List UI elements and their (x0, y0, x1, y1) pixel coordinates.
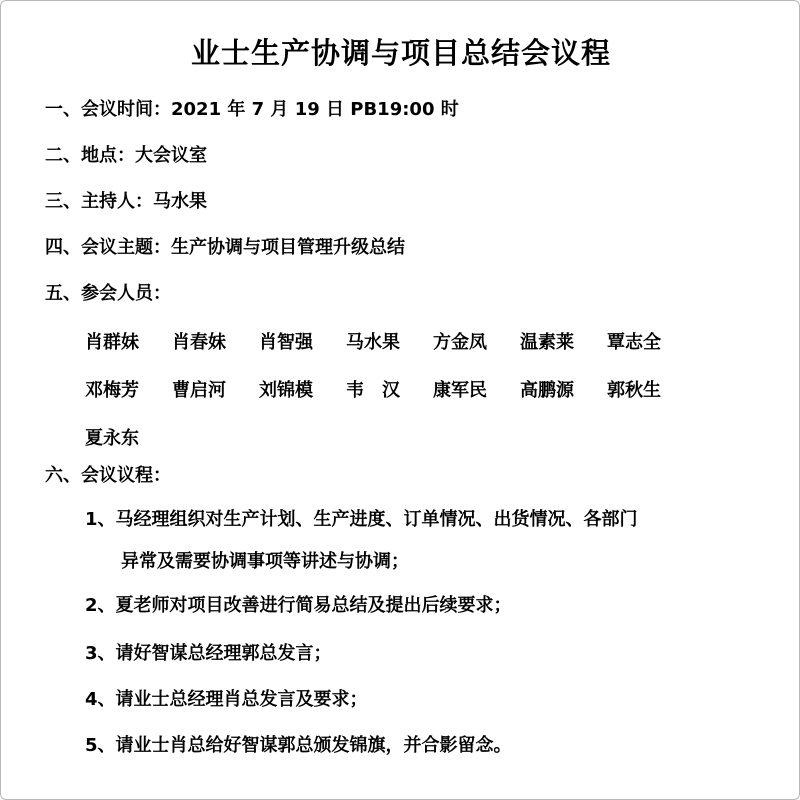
participants-row (85, 367, 725, 415)
meeting-time: 一、会议时间：2021 年 7 月 19 日 PB19:00 时 (45, 99, 459, 120)
agenda-item-1-continuation: 异常及需要协调事项等讲述与协调； (121, 551, 409, 572)
participant-name: 夏永东 (85, 428, 139, 449)
participants-list (85, 319, 725, 463)
participant-name: 肖春妹 (172, 332, 226, 353)
participant-name: 方金凤 (433, 332, 487, 353)
participant-name: 肖群妹 (85, 332, 139, 353)
meeting-host: 三、主持人：马水果 (45, 191, 207, 212)
participant-name: 刘锦模 (259, 380, 313, 401)
participant-name: 康军民 (433, 380, 487, 401)
participant-name: 高鹏源 (520, 380, 574, 401)
agenda-item-3: 3、请好智谋总经理郭总发言； (85, 643, 332, 664)
participant-name: 韦 汉 (346, 380, 400, 401)
participant-name: 覃志全 (607, 332, 661, 353)
participant-name: 肖智强 (259, 332, 313, 353)
participants-row (85, 415, 725, 463)
participant-name: 曹启河 (172, 380, 226, 401)
meeting-topic: 四、会议主题：生产协调与项目管理升级总结 (45, 237, 405, 258)
document-title: 业士生产协调与项目总结会议程 (190, 36, 611, 70)
agenda-item-1: 1、马经理组织对生产计划、生产进度、订单情况、出货情况、各部门 (85, 509, 638, 530)
participant-name: 郭秋生 (607, 380, 661, 401)
agenda-item-2: 2、夏老师对项目改善进行简易总结及提出后续要求； (85, 595, 512, 616)
participants-row (85, 319, 725, 367)
participant-name: 邓梅芳 (85, 380, 139, 401)
participant-name: 马水果 (346, 332, 400, 353)
participants-label: 五、参会人员： (45, 283, 171, 304)
agenda-item-4: 4、请业士总经理肖总发言及要求； (85, 689, 368, 710)
meeting-location: 二、地点：大会议室 (45, 145, 207, 166)
participant-name: 温素莱 (520, 332, 574, 353)
agenda-item-5: 5、请业士肖总给好智谋郭总颁发锦旗，并合影留念。 (85, 735, 512, 756)
agenda-label: 六、会议议程： (45, 465, 171, 486)
